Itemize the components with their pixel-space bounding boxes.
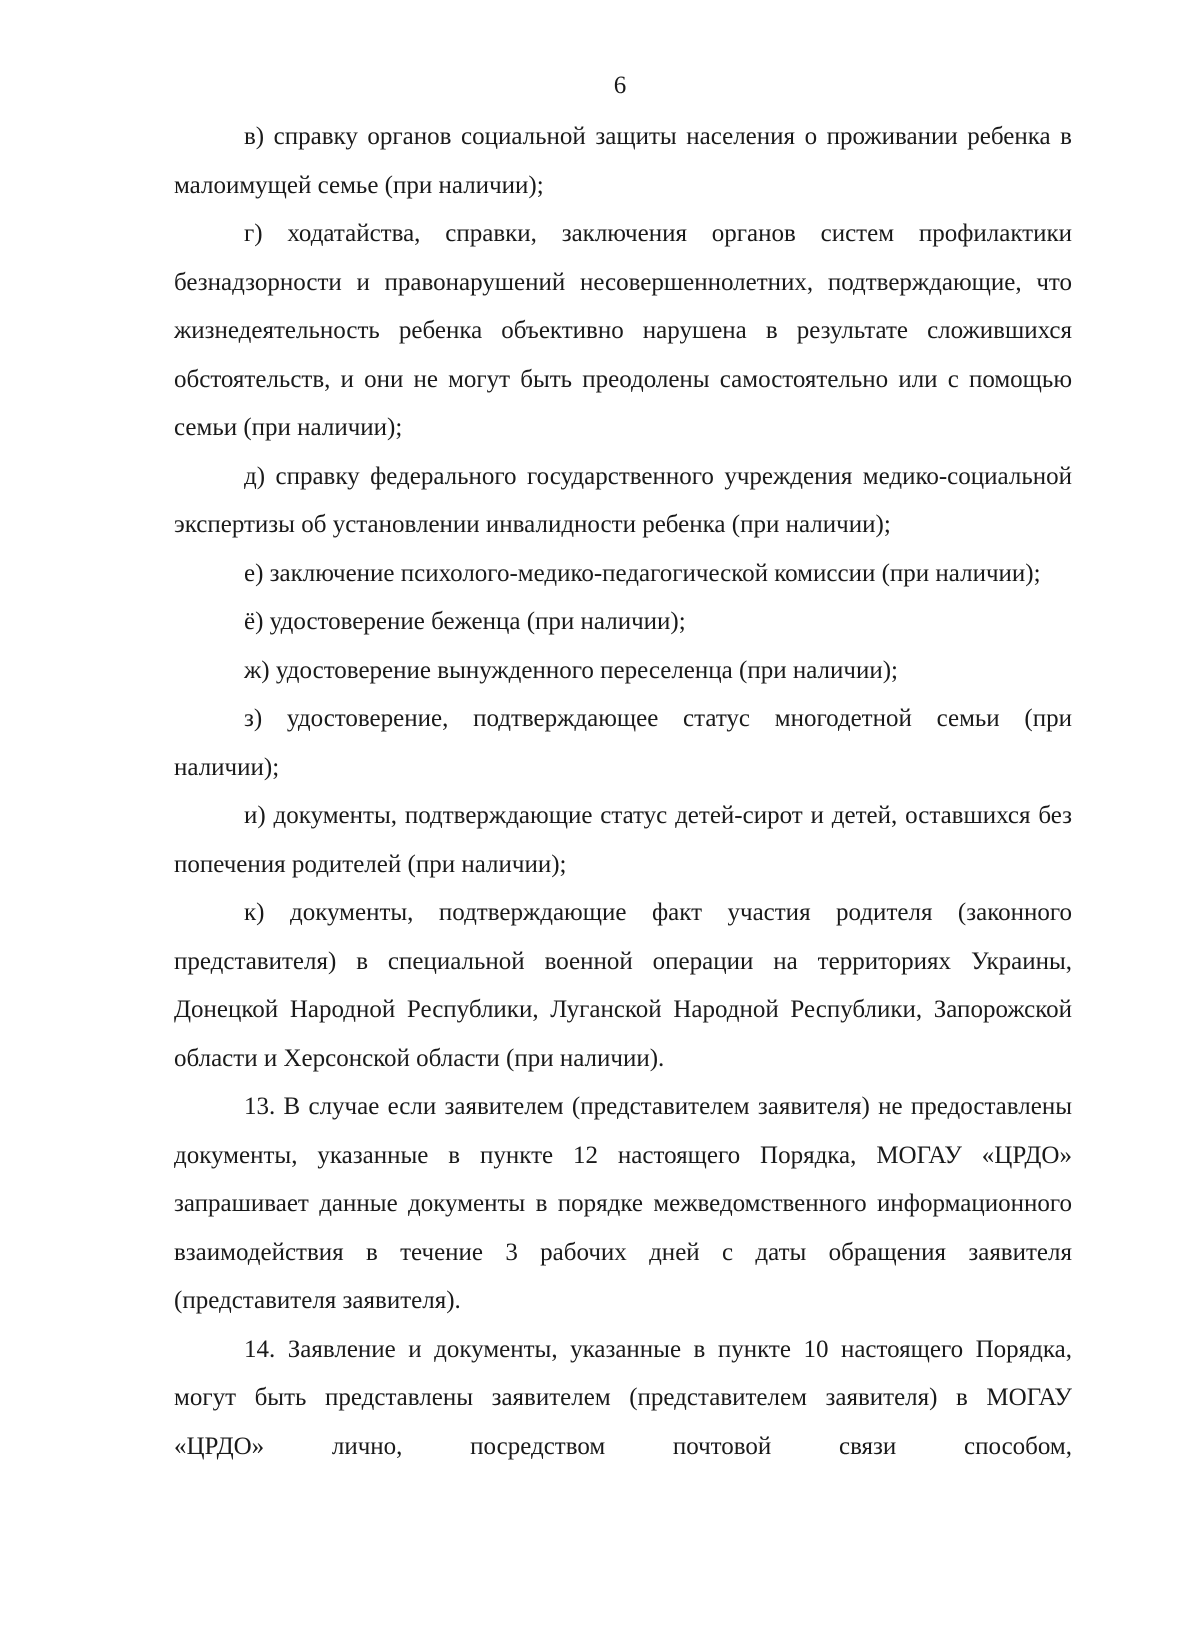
document-body <box>174 113 1072 1471</box>
paragraph-14: 14. Заявление и документы, указанные в пункте 10 настоящего Порядка, могут быть представлены заявителем (представителем заявителя) в МОГАУ «ЦРДО» лично, посредством почтовой связи способом, <box>174 1335 1072 1460</box>
paragraph-i: и) документы, подтверждающие статус детей-сирот и детей, оставшихся без попечения родителей (при наличии); <box>174 802 1072 878</box>
paragraph-d: д) справку федерального государственного учреждения медико-социальной экспертизы об установлении инвалидности ребенка (при наличии); <box>174 462 1072 538</box>
paragraph-yo: ё) удостоверение беженца (при наличии); <box>244 608 686 635</box>
paragraph-e: е) заключение психолого-медико-педагогической комиссии (при наличии); <box>244 559 1041 587</box>
paragraph-z: з) удостоверение, подтверждающее статус многодетной семьи (при наличии); <box>174 705 1072 781</box>
paragraph-zh: ж) удостоверение вынужденного переселенца (при наличии); <box>244 656 898 684</box>
paragraph-13: 13. В случае если заявителем (представителем заявителя) не предоставлены документы, указанные в пункте 12 настоящего Порядка, МОГАУ «ЦРДО» запрашивает данные документы в порядке межведомственного информационного взаимодействия в течение 3 рабочих дней с даты обращения заявителя (представителя заявителя). <box>174 1093 1072 1314</box>
paragraph-g: г) ходатайства, справки, заключения органов систем профилактики безнадзорности и правонарушений несовершеннолетних, подтверждающие, что жизнедеятельность ребенка объективно нарушена в результате сложившихся обстоятельств, и они не могут быть преодолены самостоятельно или с помощью семьи (при наличии); <box>174 220 1072 441</box>
page-number: 6 <box>613 72 627 99</box>
paragraph-k: к) документы, подтверждающие факт участия родителя (законного представителя) в специальной военной операции на территориях Украины, Донецкой Народной Республики, Луганской Народной Республики, Запорожской области и Херсонской области (при наличии). <box>174 899 1072 1072</box>
paragraph-v: в) справку органов социальной защиты населения о проживании ребенка в малоимущей семье (при наличии); <box>174 123 1072 199</box>
